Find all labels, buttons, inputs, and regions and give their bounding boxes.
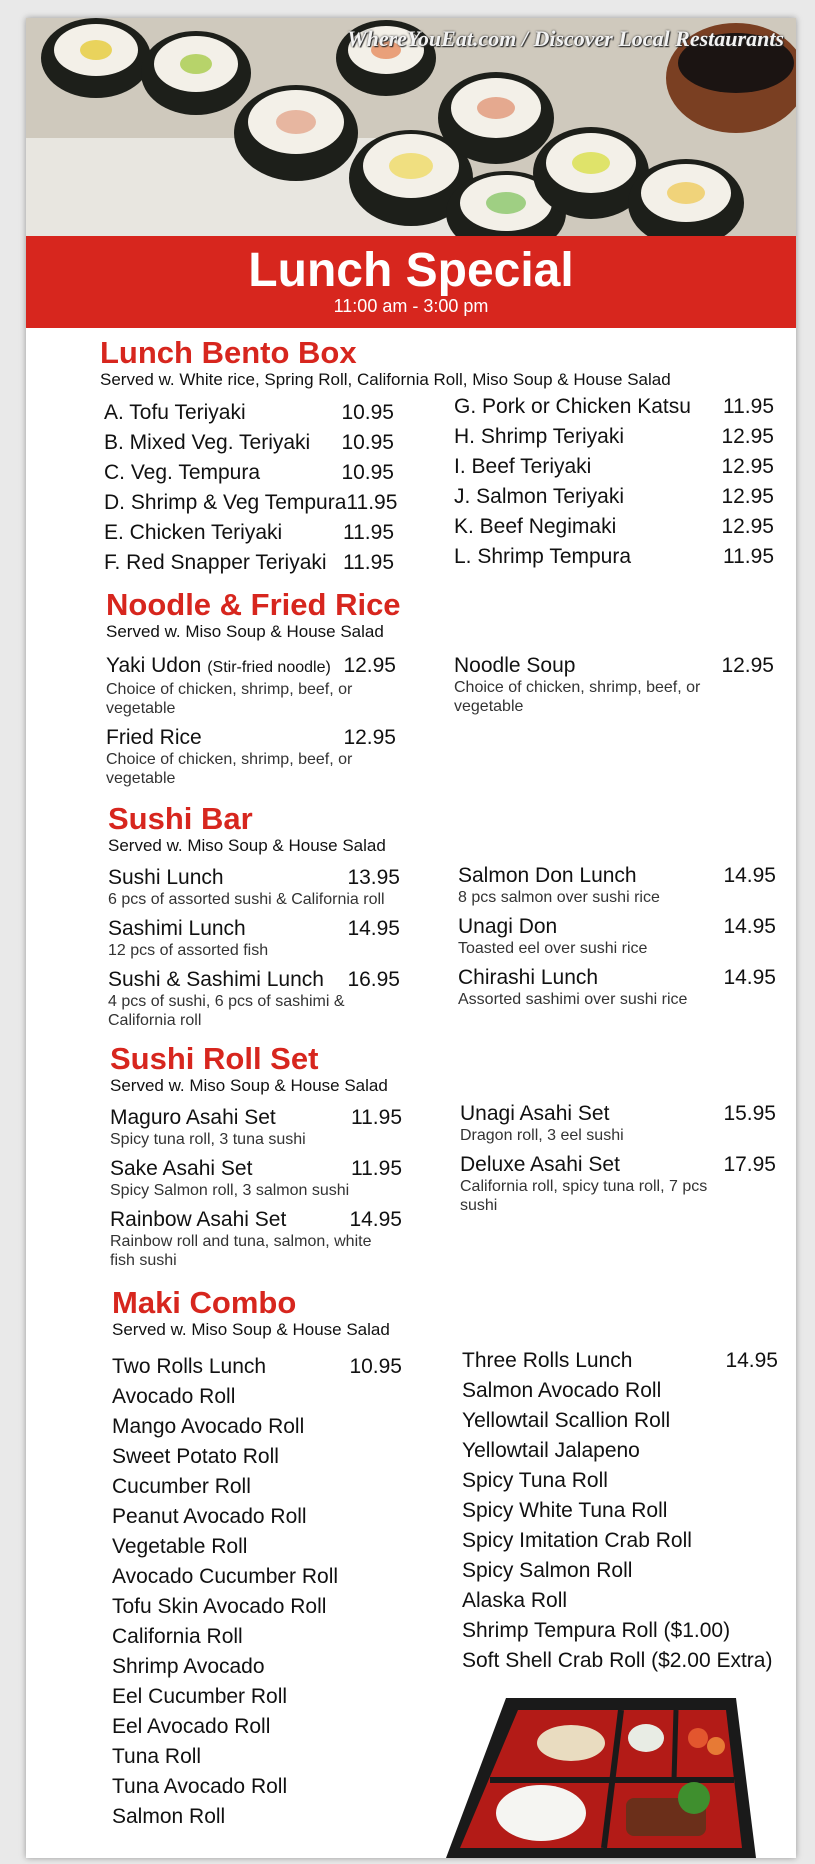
menu-item [104,488,398,518]
roll-item: California Roll [112,1625,243,1648]
maki-right-column [462,1346,778,1676]
item-name: C. Veg. Tempura [104,461,261,484]
noodle-left-column [106,654,396,796]
item-price: 14.95 [349,1208,402,1231]
section-noodle [106,588,786,642]
item-description: Choice of chicken, shrimp, beef, or vegetable [106,681,353,717]
menu-item [104,428,394,458]
item-name: Deluxe Asahi Set [460,1153,620,1176]
item-price: 17.95 [723,1153,776,1176]
section-title: Noodle & Fried Rice [106,587,401,622]
menu-item [454,392,774,422]
roll-item: Avocado Roll [112,1385,236,1408]
three-rolls-lunch [462,1346,778,1376]
item-description: Choice of chicken, shrimp, beef, or vegetable [106,751,353,787]
item-description: California roll, spicy tuna roll, 7 pcs sushi [460,1178,708,1214]
item-name: Two Rolls Lunch [112,1355,267,1378]
item-price: 14.95 [723,864,776,887]
item-price: 11.95 [351,1157,402,1180]
item-name: Maguro Asahi Set [110,1106,276,1129]
roll-item: Yellowtail Jalapeno [462,1439,640,1462]
sushi-photo [26,18,796,238]
section-title: Lunch Bento Box [100,335,357,370]
roll-item: Spicy Tuna Roll [462,1469,608,1492]
menu-item [454,452,774,482]
roll-item: Spicy Salmon Roll [462,1559,633,1582]
section-title: Sushi Roll Set [110,1041,319,1076]
item-name: G. Pork or Chicken Katsu [454,395,691,418]
roll-set-right-column [460,1102,776,1223]
item-price: 11.95 [723,395,774,418]
banner-title: Lunch Special [248,244,574,297]
item-name: L. Shrimp Tempura [454,545,632,568]
bento-box-illustration [436,1688,766,1858]
menu-item [460,1153,776,1215]
item-name: Chirashi Lunch [458,966,599,989]
item-description: Toasted eel over sushi rice [458,940,648,957]
roll-item: Mango Avocado Roll [112,1415,305,1438]
item-name: D. Shrimp & Veg Tempura [104,491,347,514]
item-name: Unagi Asahi Set [460,1102,610,1125]
menu-item [110,1106,402,1149]
item-description: 6 pcs of assorted sushi & California roll [108,891,385,908]
item-name: H. Shrimp Teriyaki [454,425,624,448]
item-description: Spicy tuna roll, 3 tuna sushi [110,1131,306,1148]
menu-item [108,968,400,1030]
menu-item [104,458,394,488]
item-description: 8 pcs salmon over sushi rice [458,889,660,906]
item-name: F. Red Snapper Teriyaki [104,551,327,574]
roll-set-left-column [110,1106,402,1278]
item-name: J. Salmon Teriyaki [454,485,625,508]
item-price: 10.95 [349,1355,402,1378]
item-description: 4 pcs of sushi, 6 pcs of sashimi & California roll [108,993,345,1029]
roll-item: Vegetable Roll [112,1535,248,1558]
section-maki-combo [112,1286,792,1340]
item-description: Rainbow roll and tuna, salmon, white fish sushi [110,1233,372,1269]
item-name: I. Beef Teriyaki [454,455,592,478]
item-price: 11.95 [343,551,394,574]
roll-item: Peanut Avocado Roll [112,1505,307,1528]
menu-item [106,726,396,788]
item-price: 12.95 [721,485,774,508]
sushi-bar-left-column [108,866,400,1038]
item-price: 12.95 [721,455,774,478]
menu-item [460,1102,776,1145]
item-description: Spicy Salmon roll, 3 salmon sushi [110,1182,350,1199]
section-subtitle: Served w. Miso Soup & House Salad [110,1076,388,1095]
item-price: 10.95 [341,401,394,424]
roll-item: Spicy White Tuna Roll [462,1499,668,1522]
item-price: 14.95 [725,1349,778,1372]
item-description: 12 pcs of assorted fish [108,942,269,959]
item-name: Salmon Don Lunch [458,864,637,887]
item-price: 10.95 [341,461,394,484]
menu-item [454,654,774,716]
roll-item: Alaska Roll [462,1589,568,1612]
section-roll-set [110,1042,790,1096]
item-price: 14.95 [347,917,400,940]
item-name: B. Mixed Veg. Teriyaki [104,431,311,454]
item-price: 11.95 [343,521,394,544]
section-bento-box [100,336,780,390]
section-subtitle: Served w. Miso Soup & House Salad [112,1320,390,1339]
section-subtitle: Served w. White rice, Spring Roll, California Roll, Miso Soup & House Salad [100,370,671,389]
maki-right-roll-list [462,1376,778,1676]
item-description: Assorted sashimi over sushi rice [458,991,688,1008]
roll-item: Shrimp Tempura Roll ($1.00) [462,1619,731,1642]
item-description: Choice of chicken, shrimp, beef, or vegetable [454,679,701,715]
item-name: A. Tofu Teriyaki [104,401,246,424]
item-price: 11.95 [351,1106,402,1129]
menu-item [108,917,400,960]
roll-item: Shrimp Avocado [112,1655,265,1678]
roll-item: Salmon Roll [112,1805,226,1828]
item-name: Fried Rice [106,726,202,749]
bento-left-column [104,398,398,578]
item-name: Three Rolls Lunch [462,1349,633,1372]
sushi-bar-right-column [458,864,776,1017]
menu-item [454,482,774,512]
roll-item: Eel Cucumber Roll [112,1685,288,1708]
item-name: Sushi & Sashimi Lunch [108,968,324,991]
roll-item: Eel Avocado Roll [112,1715,271,1738]
lunch-special-banner [26,236,796,328]
item-price: 13.95 [347,866,400,889]
item-price: 10.95 [341,431,394,454]
item-name: K. Beef Negimaki [454,515,617,538]
item-name: Rainbow Asahi Set [110,1208,287,1231]
maki-left-roll-list [112,1382,402,1832]
menu-item [454,542,774,572]
noodle-right-column [454,654,774,724]
item-name: Noodle Soup [454,654,576,677]
roll-item: Avocado Cucumber Roll [112,1565,339,1588]
item-price: 12.95 [343,726,396,749]
menu-item [108,866,400,909]
item-price: 14.95 [723,966,776,989]
roll-item: Sweet Potato Roll [112,1445,279,1468]
menu-item [458,864,776,907]
item-price: 12.95 [721,425,774,448]
section-title: Sushi Bar [108,801,253,836]
menu-item [106,654,396,718]
item-price: 12.95 [343,654,396,677]
item-price: 12.95 [721,515,774,538]
roll-item: Tuna Avocado Roll [112,1775,288,1798]
menu-page [26,18,796,1858]
item-price: 16.95 [347,968,400,991]
menu-item [104,518,394,548]
two-rolls-lunch [112,1352,402,1382]
item-name: Sushi Lunch [108,866,224,889]
section-title: Maki Combo [112,1285,297,1320]
menu-item [454,512,774,542]
menu-item [454,422,774,452]
item-price: 11.95 [723,545,774,568]
roll-item: Yellowtail Scallion Roll [462,1409,671,1432]
item-name: Yaki Udon [106,654,202,677]
item-price: 15.95 [723,1102,776,1125]
watermark-text: WhereYouEat.com / Discover Local Restaurants [347,26,784,51]
menu-item [458,966,776,1009]
banner-hours: 11:00 am - 3:00 pm [333,296,489,316]
roll-item: Salmon Avocado Roll [462,1379,662,1402]
item-price: 12.95 [721,654,774,677]
item-note: (Stir-fried noodle) [207,659,331,676]
roll-item: Cucumber Roll [112,1475,251,1498]
item-name: Sake Asahi Set [110,1157,253,1180]
maki-left-column [112,1352,402,1832]
roll-item: Tofu Skin Avocado Roll [112,1595,327,1618]
menu-item [104,398,394,428]
section-subtitle: Served w. Miso Soup & House Salad [108,836,386,855]
roll-item: Tuna Roll [112,1745,202,1768]
item-price: 14.95 [723,915,776,938]
menu-item [104,548,394,578]
section-subtitle: Served w. Miso Soup & House Salad [106,622,384,641]
item-name: Unagi Don [458,915,558,938]
roll-item: Spicy Imitation Crab Roll [462,1529,692,1552]
menu-item [110,1157,402,1200]
item-description: Dragon roll, 3 eel sushi [460,1127,624,1144]
item-price: 11.95 [346,491,398,514]
section-sushi-bar [108,802,788,856]
menu-item [110,1208,402,1270]
bento-box-photo [436,1688,766,1858]
roll-item: Soft Shell Crab Roll ($2.00 Extra) [462,1649,773,1672]
item-name: Sashimi Lunch [108,917,246,940]
item-name: E. Chicken Teriyaki [104,521,283,544]
menu-item [458,915,776,958]
bento-right-column [454,392,774,572]
